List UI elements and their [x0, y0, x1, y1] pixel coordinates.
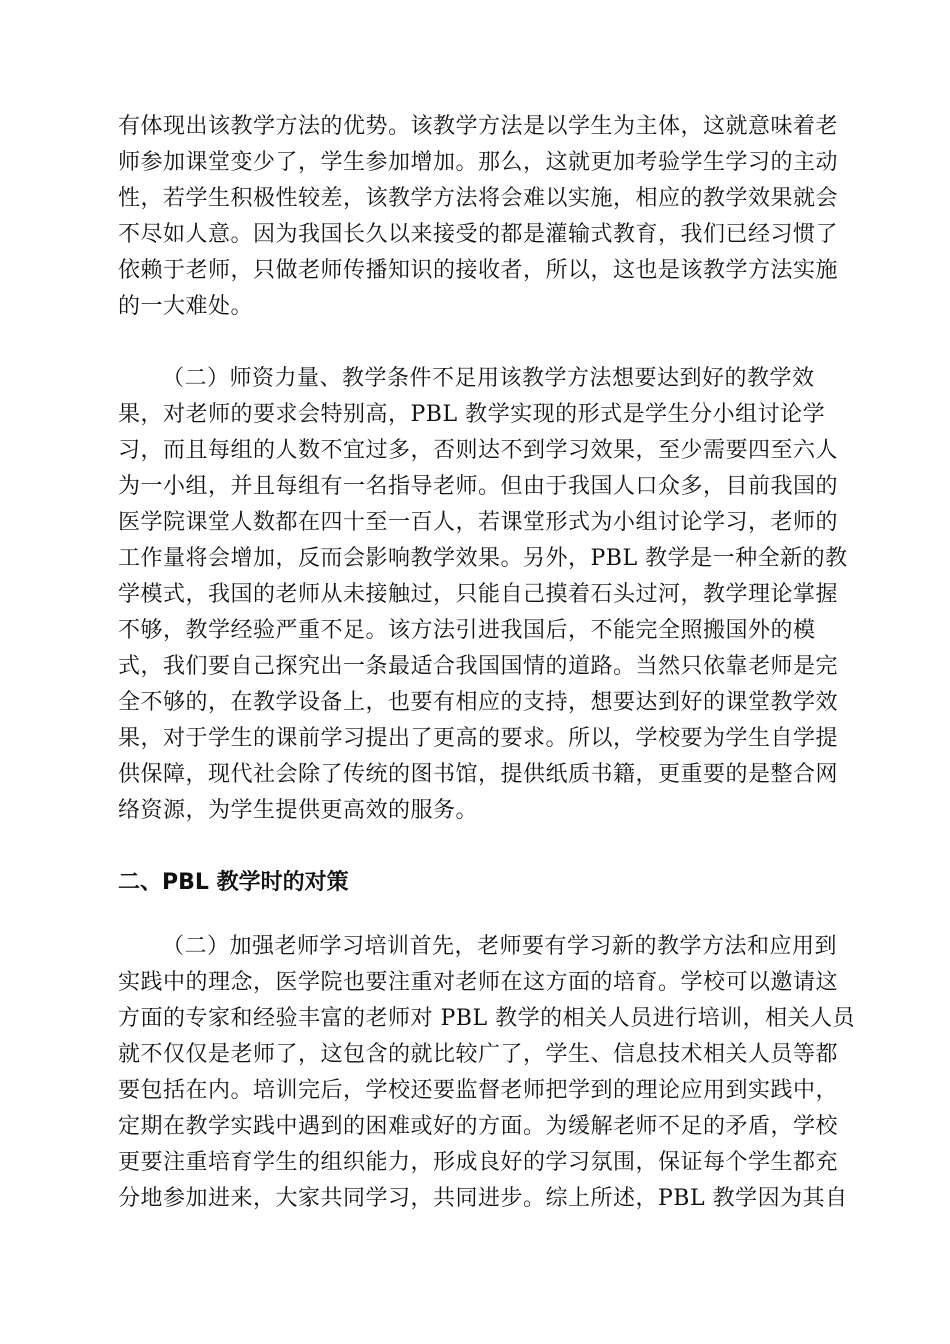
paragraph-3-line: 方面的专家和经验丰富的老师对 PBL 教学的相关人员进行培训，相关人员	[118, 1006, 856, 1031]
paragraph-3-line: 要包括在内。培训完后，学校还要监督老师把学到的理论应用到实践中，	[118, 1078, 839, 1103]
paragraph-2-line: 式，我们要自己探究出一条最适合我国国情的道路。当然只依靠老师是完	[118, 654, 839, 679]
paragraph-1-line: 的一大难处。	[118, 294, 254, 319]
paragraph-3-line: 分地参加进来，大家共同学习，共同进步。综上所述，PBL 教学因为其自	[118, 1186, 848, 1211]
paragraph-2-line: （二）师资力量、教学条件不足用该教学方法想要达到好的教学效	[162, 366, 815, 391]
section-heading: 二、PBL 教学时的对策	[118, 870, 349, 895]
paragraph-2-line: 果，对老师的要求会特别高，PBL 教学实现的形式是学生分小组讨论学	[118, 402, 826, 427]
paragraph-2-line: 为一小组，并且每组有一名指导老师。但由于我国人口众多，目前我国的	[118, 474, 839, 499]
paragraph-2-line: 习，而且每组的人数不宜过多，否则达不到学习效果，至少需要四至六人	[118, 438, 839, 463]
paragraph-1-line: 不尽如人意。因为我国长久以来接受的都是灌输式教育，我们已经习惯了	[118, 222, 839, 247]
paragraph-3-line: 就不仅仅是老师了，这包含的就比较广了，学生、信息技术相关人员等都	[118, 1042, 839, 1067]
paragraph-1-line: 依赖于老师，只做老师传播知识的接收者，所以，这也是该教学方法实施	[118, 258, 839, 283]
paragraph-3-line: 实践中的理念，医学院也要注重对老师在这方面的培育。学校可以邀请这	[118, 970, 839, 995]
paragraph-2-line: 果，对于学生的课前学习提出了更高的要求。所以，学校要为学生自学提	[118, 726, 839, 751]
paragraph-2-line: 工作量将会增加，反而会影响教学效果。另外，PBL 教学是一种全新的教	[118, 546, 848, 571]
paragraph-2-line: 络资源，为学生提供更高效的服务。	[118, 798, 479, 823]
paragraph-2-line: 全不够的，在教学设备上，也要有相应的支持，想要达到好的课堂教学效	[118, 690, 839, 715]
paragraph-2-line: 不够，教学经验严重不足。该方法引进我国后，不能完全照搬国外的模	[118, 618, 816, 643]
paragraph-1-line: 性，若学生积极性较差，该教学方法将会难以实施，相应的教学效果就会	[118, 186, 839, 211]
paragraph-3-line: 定期在教学实践中遇到的困难或好的方面。为缓解老师不足的矛盾，学校	[118, 1114, 839, 1139]
paragraph-1-line: 师参加课堂变少了，学生参加增加。那么，这就更加考验学生学习的主动	[118, 150, 839, 175]
paragraph-3-line: 更要注重培育学生的组织能力，形成良好的学习氛围，保证每个学生都充	[118, 1150, 839, 1175]
paragraph-1-line: 有体现出该教学方法的优势。该教学方法是以学生为主体，这就意味着老	[118, 114, 839, 139]
paragraph-3-line: （二）加强老师学习培训首先，老师要有学习新的教学方法和应用到	[162, 934, 838, 959]
paragraph-2-line: 学模式，我国的老师从未接触过，只能自己摸着石头过河，教学理论掌握	[118, 582, 839, 607]
paragraph-2-line: 医学院课堂人数都在四十至一百人，若课堂形式为小组讨论学习，老师的	[118, 510, 839, 535]
paragraph-2-line: 供保障，现代社会除了传统的图书馆，提供纸质书籍，更重要的是整合网	[118, 762, 839, 787]
